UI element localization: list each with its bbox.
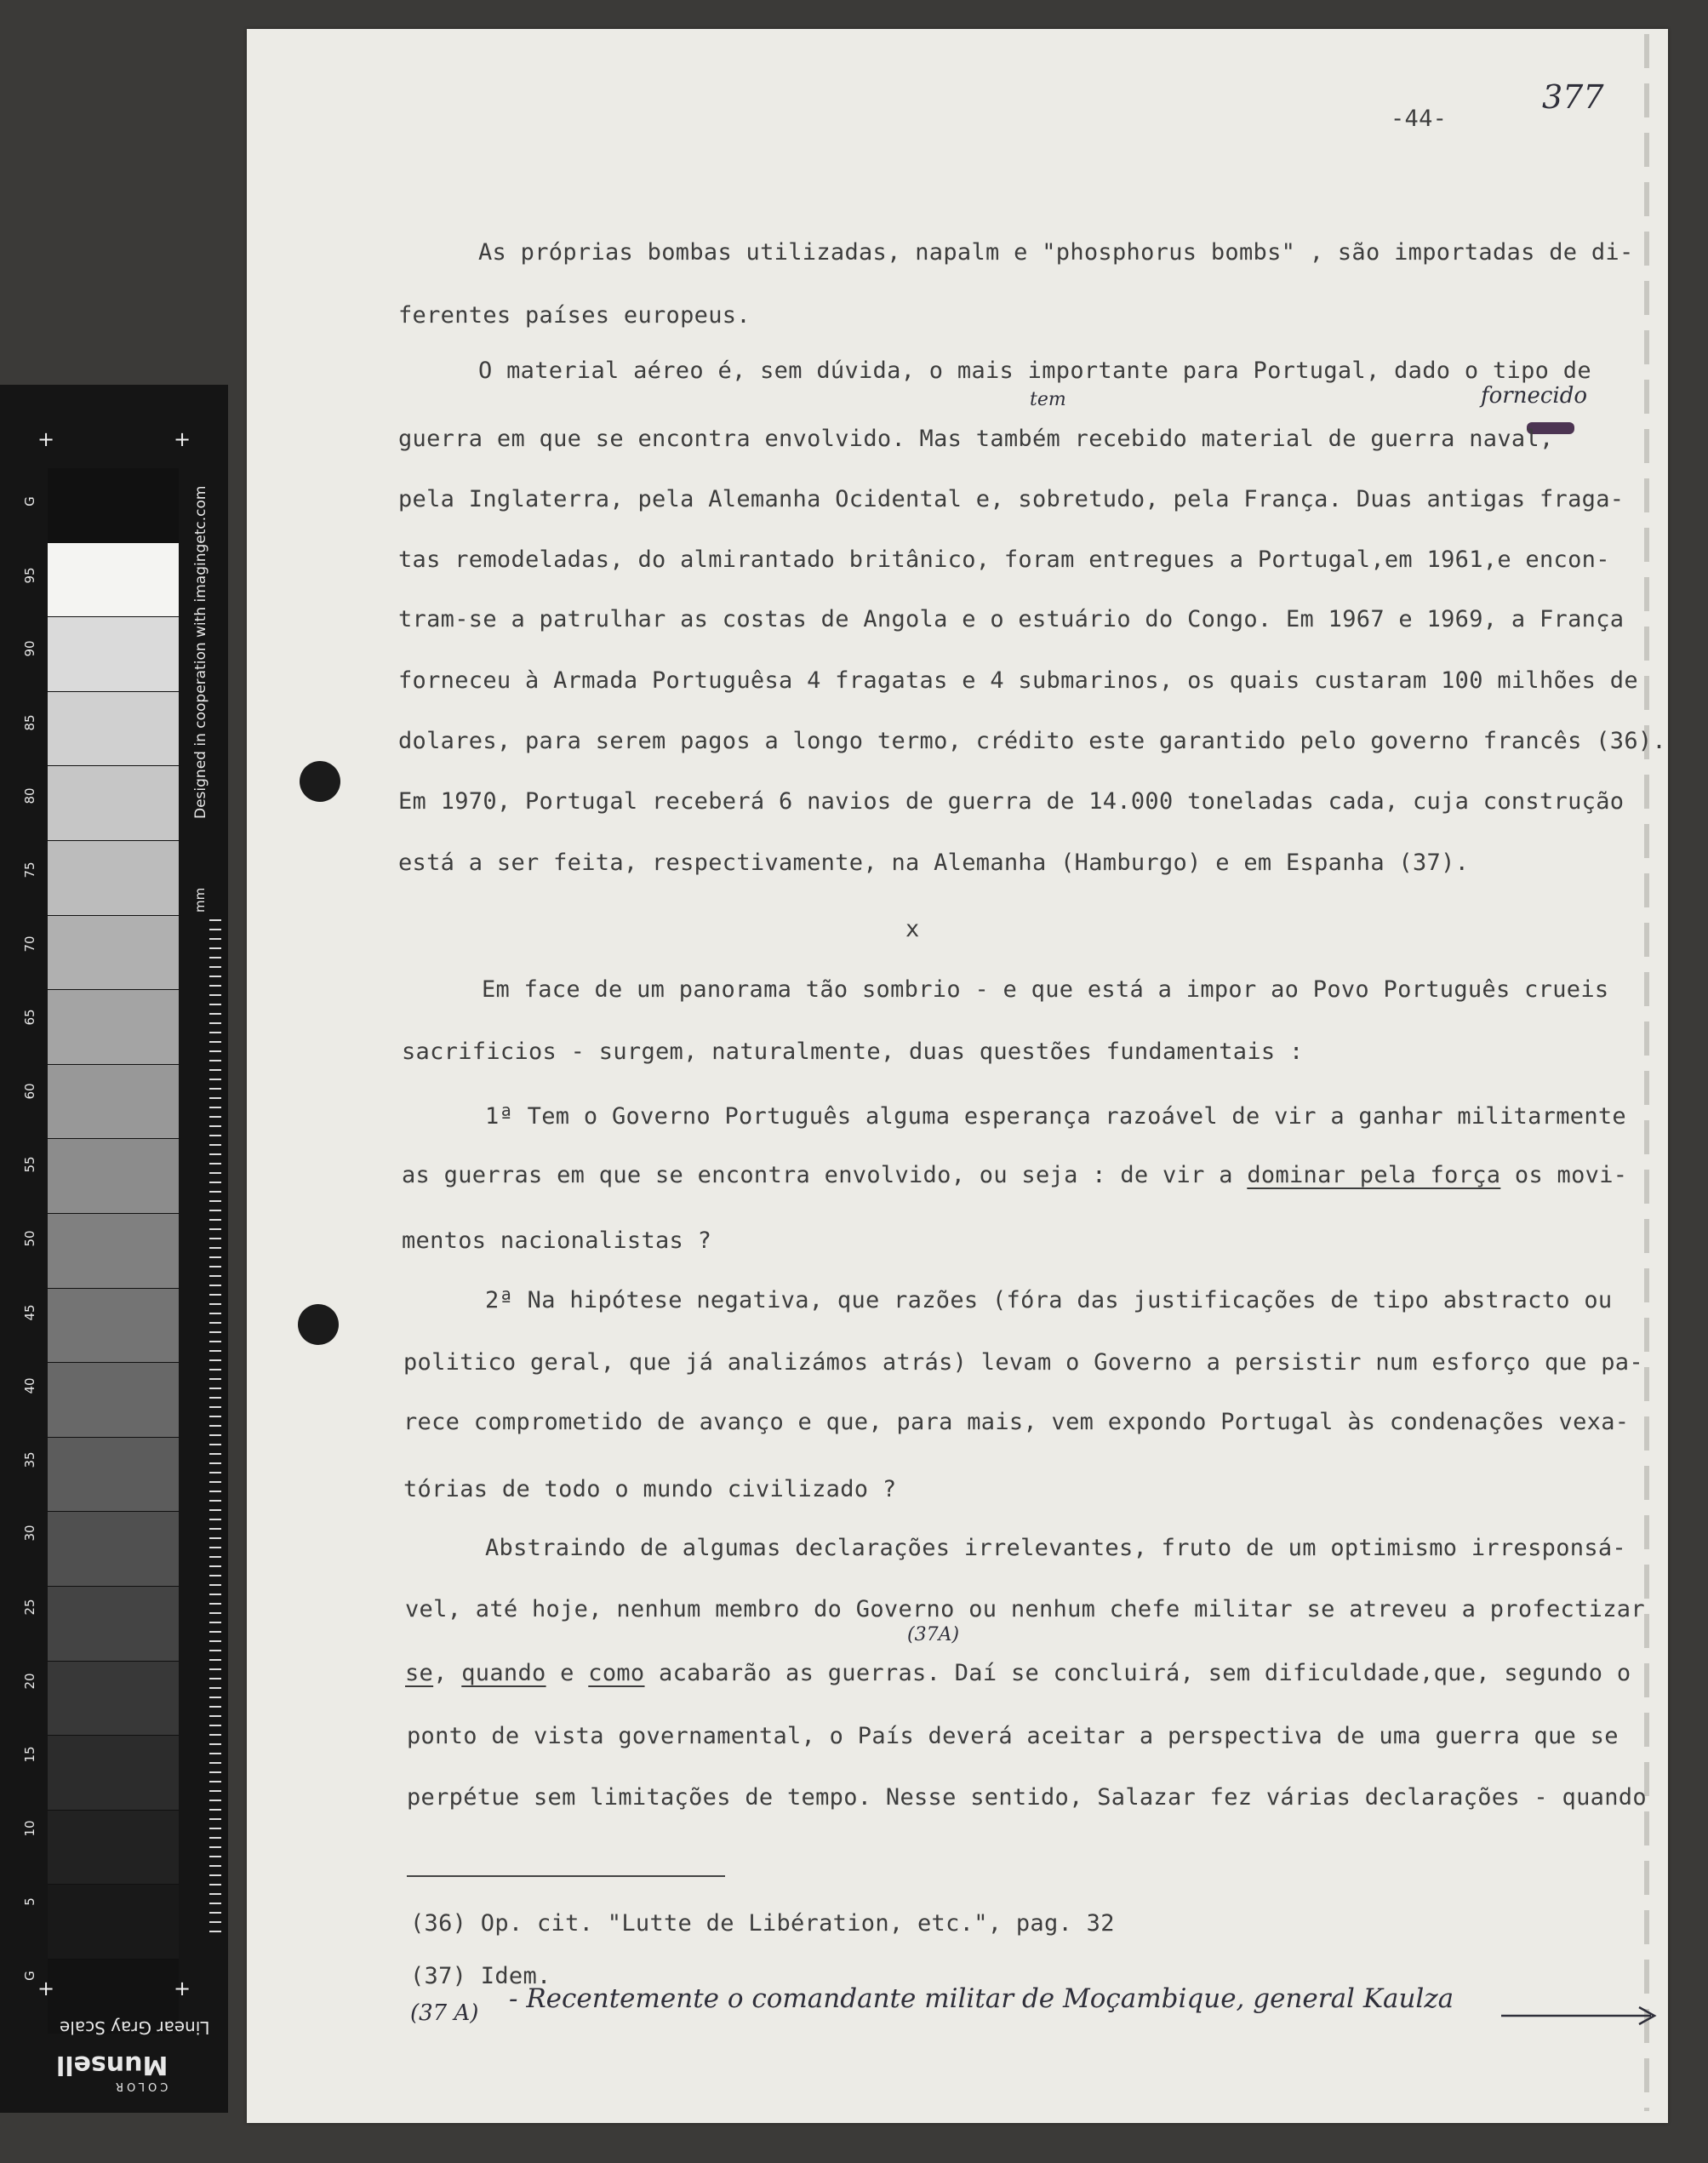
brand-name: Munsell <box>56 2050 169 2080</box>
text-line: O material aéreo é, sem dúvida, o mais importante para Portugal, dado o tipo de <box>478 358 1591 384</box>
text-line: vel, até hoje, nenhum membro do Governo ou nenhum chefe militar se atreveu a profectizar <box>405 1596 1645 1622</box>
text-line: tórias de todo o mundo civilizado ? <box>403 1476 897 1502</box>
stamp-number: 377 <box>1542 78 1604 116</box>
text-line: ponto de vista governamental, o País deverá aceitar a perspectiva de uma guerra que se <box>407 1723 1619 1749</box>
gray-cell <box>48 916 179 991</box>
text-line: tas remodeladas, do almirantado britânico, foram entregues a Portugal,em 1961,e encon- <box>398 546 1610 573</box>
gray-scale-number: 30 <box>22 1525 37 1542</box>
text-line: 2ª Na hipótese negativa, que razões (fóra das justificações de tipo abstracto ou <box>485 1287 1613 1313</box>
gray-scale-number: 50 <box>22 1230 37 1247</box>
gray-cell <box>48 1885 179 1960</box>
gray-scale-number: 15 <box>22 1746 37 1763</box>
text-line: mentos nacionalistas ? <box>402 1227 712 1254</box>
text-line: rece comprometido de avanço e que, para mais, vem expondo Portugal às condenações vexa- <box>403 1409 1630 1435</box>
text-line: dolares, para serem pagos a longo termo, crédito este garantido pelo governo francês (36). <box>398 728 1666 754</box>
section-separator: x <box>905 916 920 942</box>
munsell-logo <box>56 2050 168 2092</box>
handwritten-footnote-ref: (37A) <box>907 1624 960 1645</box>
underlined-text: quando <box>461 1660 546 1686</box>
handwritten-insert: tem <box>1030 389 1066 410</box>
gray-cell <box>48 1065 179 1140</box>
gray-cell <box>48 1811 179 1885</box>
gray-cell <box>48 1363 179 1438</box>
brand-top: COLOR <box>111 2080 169 2092</box>
gray-cell <box>48 468 179 543</box>
text-run: acabarão as guerras. Daí se concluirá, sem dificuldade,que, segundo o <box>644 1660 1631 1686</box>
designed-text: Designed in cooperation with imagingetc.com <box>192 485 209 819</box>
gray-scale-strip <box>0 385 228 2113</box>
text-run: as guerras em que se encontra envolvido, ou seja : de vir a <box>402 1162 1248 1188</box>
text-line: Em 1970, Portugal receberá 6 navios de guerra de 14.000 toneladas cada, cuja construção <box>398 788 1625 815</box>
arrow-icon <box>1498 1997 1668 2031</box>
gray-scale-number: 20 <box>22 1673 37 1690</box>
footnote: (37) Idem. <box>410 1963 551 1989</box>
gray-cell <box>48 1662 179 1737</box>
footnote-divider <box>407 1875 725 1877</box>
gray-cell <box>48 692 179 767</box>
gray-scale-number: 25 <box>22 1599 37 1616</box>
gray-cells <box>48 468 179 2034</box>
text-run: os movi- <box>1500 1162 1628 1188</box>
text-line: pela Inglaterra, pela Alemanha Ocidental e, sobretudo, pela França. Duas antigas fraga- <box>398 486 1625 512</box>
text-line: Abstraindo de algumas declarações irrelevantes, fruto de um optimismo irresponsá- <box>485 1535 1626 1561</box>
gray-cell <box>48 1139 179 1214</box>
gray-scale-number: 10 <box>22 1820 37 1837</box>
text-line: ferentes países europeus. <box>398 302 751 329</box>
handwritten-footnote: (37 A) <box>410 2000 479 2026</box>
underlined-text: se <box>405 1660 434 1686</box>
gray-scale-number: 95 <box>22 567 37 584</box>
gray-scale-number: G <box>22 496 37 506</box>
gray-cell <box>48 1512 179 1587</box>
gray-scale-number: 70 <box>22 936 37 953</box>
gray-scale-number: 60 <box>22 1083 37 1100</box>
text-line: guerra em que se encontra envolvido. Mas também recebido material de guerra naval, <box>398 426 1554 452</box>
gray-cell <box>48 990 179 1065</box>
gray-scale-number: 55 <box>22 1156 37 1173</box>
text-line: perpétue sem limitações de tempo. Nesse sentido, Salazar fez várias declarações - quando <box>407 1784 1647 1811</box>
underlined-text: como <box>588 1660 645 1686</box>
gray-scale-number: 65 <box>22 1009 37 1026</box>
plus-mark: + <box>37 427 55 451</box>
punch-hole <box>298 1304 339 1345</box>
text-line <box>402 1162 1627 1188</box>
gray-scale-number: 40 <box>22 1377 37 1394</box>
scale-label: Linear Gray Scale <box>60 2017 210 2038</box>
gray-cell <box>48 617 179 692</box>
text-line <box>405 1660 1631 1686</box>
gray-scale-number: 75 <box>22 861 37 878</box>
plus-mark: + <box>174 427 191 451</box>
gray-cell <box>48 1214 179 1289</box>
text-run: , <box>433 1660 462 1686</box>
gray-scale-number: 5 <box>22 1897 37 1907</box>
text-line: tram-se a patrulhar as costas de Angola e o estuário do Congo. Em 1967 e 1969, a França <box>398 606 1625 632</box>
unit-label: mm <box>192 887 208 913</box>
text-run: e <box>546 1660 589 1686</box>
gray-scale-number: G <box>22 1971 37 1981</box>
punch-hole <box>300 761 340 802</box>
plus-mark: + <box>37 1977 55 2000</box>
gray-cell <box>48 1438 179 1513</box>
gray-scale-number: 80 <box>22 787 37 804</box>
gray-scale-number: 35 <box>22 1451 37 1468</box>
page-number: -44- <box>1391 106 1448 132</box>
mm-ruler <box>209 919 221 1932</box>
handwritten-footnote: - Recentemente o comandante militar de Moçambique, general Kaulza <box>509 1983 1454 2014</box>
handwritten-insert: fornecido <box>1481 383 1588 409</box>
gray-cell <box>48 543 179 618</box>
gray-cell <box>48 766 179 841</box>
gray-cell <box>48 1736 179 1811</box>
text-line: Em face de um panorama tão sombrio - e que está a impor ao Povo Português crueis <box>482 976 1609 1003</box>
gray-cell <box>48 1587 179 1662</box>
text-line: 1ª Tem o Governo Português alguma esperança razoável de vir a ganhar militarmente <box>485 1103 1626 1130</box>
gray-scale-number: 90 <box>22 640 37 657</box>
text-line: está a ser feita, respectivamente, na Alemanha (Hamburgo) e em Espanha (37). <box>398 850 1470 876</box>
text-line: forneceu à Armada Portuguêsa 4 fragatas e 4 submarinos, os quais custaram 100 milhões de <box>398 667 1638 694</box>
text-line: As próprias bombas utilizadas, napalm e "phosphorus bombs" , são importadas de di- <box>478 239 1634 266</box>
text-line: politico geral, que já analizámos atrás) levam o Governo a persistir num esforço que pa- <box>403 1349 1643 1376</box>
text-line: sacrificios - surgem, naturalmente, duas questões fundamentais : <box>402 1039 1304 1065</box>
plus-mark: + <box>174 1977 191 2000</box>
footnote: (36) Op. cit. "Lutte de Libération, etc.", pag. 32 <box>410 1910 1115 1937</box>
gray-cell <box>48 841 179 916</box>
gray-scale-number: 45 <box>22 1304 37 1321</box>
gray-scale-number: 85 <box>22 714 37 731</box>
gray-cell <box>48 1289 179 1364</box>
underlined-text: dominar pela força <box>1247 1162 1501 1188</box>
